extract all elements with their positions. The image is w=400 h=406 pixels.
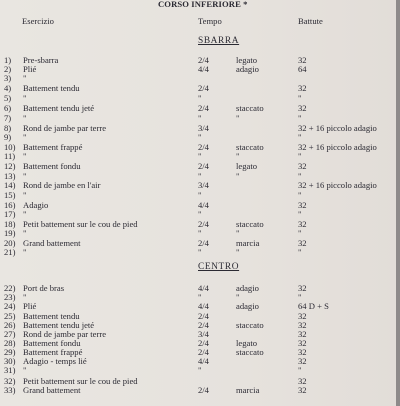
tempo-value: 2/4 [198, 347, 209, 357]
battute-value: 32 [298, 320, 307, 330]
battute-value: " [298, 247, 302, 257]
row-number: 31) [4, 365, 16, 375]
exercise-name: Petit battement sur le cou de pied [23, 376, 138, 386]
battute-value: 32 [298, 311, 307, 321]
tempo-value: 3/4 [198, 123, 209, 133]
battute-value: 32 [298, 329, 307, 339]
row-number: 11) [4, 151, 16, 161]
header-exercise: Esercizio [22, 16, 54, 26]
row-number: 8) [4, 123, 12, 133]
style-value: " [236, 228, 240, 238]
exercise-name: Grand battement [23, 385, 81, 395]
exercise-name: Rond de jambe par terre [23, 123, 107, 133]
exercise-name: Battement fondu [23, 338, 81, 348]
battute-value: " [298, 113, 302, 123]
page-edge [396, 0, 400, 406]
style-value: " [236, 151, 240, 161]
battute-value: 32 [298, 356, 307, 366]
section-title-centro: CENTRO [198, 262, 240, 272]
row-number: 18) [4, 219, 16, 229]
exercise-name: " [23, 113, 27, 123]
exercise-name: Adagio - temps lié [23, 356, 87, 366]
style-value: marcia [236, 385, 260, 395]
row-number: 20) [4, 238, 16, 248]
battute-value: " [298, 132, 302, 142]
battute-value: 32 [298, 238, 307, 248]
row-number: 29) [4, 347, 16, 357]
tempo-value: 2/4 [198, 142, 209, 152]
battute-value: 32 [298, 55, 307, 65]
battute-value: 32 [298, 219, 307, 229]
row-number: 22) [4, 283, 16, 293]
battute-value: 32 [298, 283, 307, 293]
row-number: 7) [4, 113, 12, 123]
style-value: adagio [236, 64, 259, 74]
battute-value: 32 [298, 103, 307, 113]
exercise-name: " [23, 365, 27, 375]
exercise-name: Battement tendu jeté [23, 320, 95, 330]
page-title: CORSO INFERIORE * [158, 0, 248, 9]
battute-value: " [298, 93, 302, 103]
exercise-name: Petit battement sur le cou de pied [23, 219, 138, 229]
exercise-name: Battement tendu [23, 83, 80, 93]
row-number: 33) [4, 385, 16, 395]
exercise-name: " [23, 171, 27, 181]
tempo-value: 4/4 [198, 64, 209, 74]
exercise-name: Port de bras [23, 283, 65, 293]
tempo-value: 2/4 [198, 238, 209, 248]
tempo-value: " [198, 113, 202, 123]
tempo-value: 4/4 [198, 200, 209, 210]
battute-value: 32 [298, 385, 307, 395]
battute-value: " [298, 190, 302, 200]
row-number: 14) [4, 180, 16, 190]
tempo-value: 2/4 [198, 219, 209, 229]
battute-value: 32 [298, 376, 307, 386]
header-battute: Battute [298, 16, 323, 26]
exercise-name: Grand battement [23, 238, 81, 248]
exercise-name: Battement frappé [23, 142, 83, 152]
row-number: 23) [4, 292, 16, 302]
style-value: staccato [236, 142, 264, 152]
exercise-name: Plié [23, 64, 37, 74]
style-value: staccato [236, 320, 264, 330]
style-value: staccato [236, 347, 264, 357]
tempo-value: 4/4 [198, 301, 209, 311]
row-number: 21) [4, 247, 16, 257]
row-number: 19) [4, 228, 16, 238]
tempo-value: 2/4 [198, 320, 209, 330]
tempo-value: 2/4 [198, 385, 209, 395]
row-number: 13) [4, 171, 16, 181]
row-number: 1) [4, 55, 12, 65]
battute-value: 64 [298, 64, 307, 74]
exercise-name: " [23, 93, 27, 103]
tempo-value: 4/4 [198, 356, 209, 366]
tempo-value: " [198, 247, 202, 257]
row-number: 17) [4, 209, 16, 219]
exercise-name: Battement tendu jeté [23, 103, 95, 113]
style-value: legato [236, 161, 257, 171]
battute-value: " [298, 292, 302, 302]
exercise-name: " [23, 151, 27, 161]
row-number: 3) [4, 73, 12, 83]
tempo-value: " [198, 171, 202, 181]
battute-value: 32 + 16 piccolo adagio [298, 180, 377, 190]
tempo-value: 3/4 [198, 329, 209, 339]
battute-value: 32 + 16 piccolo adagio [298, 142, 377, 152]
tempo-value: " [198, 190, 202, 200]
exercise-name: " [23, 292, 27, 302]
battute-value: 32 [298, 338, 307, 348]
row-number: 24) [4, 301, 16, 311]
row-number: 26) [4, 320, 16, 330]
exercise-name: Rond de jambe par terre [23, 329, 107, 339]
tempo-value: 2/4 [198, 55, 209, 65]
tempo-value: 2/4 [198, 161, 209, 171]
battute-value: 32 [298, 83, 307, 93]
exercise-name: " [23, 247, 27, 257]
tempo-value: " [198, 365, 202, 375]
tempo-value: 3/4 [198, 180, 209, 190]
tempo-value: 2/4 [198, 83, 209, 93]
exercise-name: Adagio [23, 200, 49, 210]
row-number: 9) [4, 132, 12, 142]
row-number: 12) [4, 161, 16, 171]
row-number: 15) [4, 190, 16, 200]
row-number: 10) [4, 142, 16, 152]
style-value: adagio [236, 283, 259, 293]
style-value: " [236, 171, 240, 181]
exercise-name: Battement fondu [23, 161, 81, 171]
section-title-sbarra: SBARRA [198, 36, 240, 46]
row-number: 4) [4, 83, 12, 93]
battute-value: 32 [298, 347, 307, 357]
exercise-name: " [23, 209, 27, 219]
tempo-value: 4/4 [198, 283, 209, 293]
tempo-value: " [198, 228, 202, 238]
row-number: 32) [4, 376, 16, 386]
exercise-name: Plié [23, 301, 37, 311]
battute-value: " [298, 228, 302, 238]
tempo-value: " [198, 292, 202, 302]
tempo-value: 2/4 [198, 103, 209, 113]
row-number: 5) [4, 93, 12, 103]
exercise-name: " [23, 228, 27, 238]
exercise-name: Battement frappé [23, 347, 83, 357]
battute-value: 32 [298, 200, 307, 210]
exercise-name: " [23, 190, 27, 200]
tempo-value: " [198, 93, 202, 103]
battute-value: 64 D + S [298, 301, 329, 311]
style-value: adagio [236, 301, 259, 311]
tempo-value: " [198, 209, 202, 219]
style-value: legato [236, 55, 257, 65]
row-number: 2) [4, 64, 12, 74]
tempo-value: " [198, 151, 202, 161]
exercise-name: Battement tendu [23, 311, 80, 321]
row-number: 25) [4, 311, 16, 321]
row-number: 16) [4, 200, 16, 210]
tempo-value: " [198, 132, 202, 142]
exercise-name: Rond de jambe en l'air [23, 180, 101, 190]
style-value: staccato [236, 103, 264, 113]
style-value: marcia [236, 238, 260, 248]
row-number: 28) [4, 338, 16, 348]
style-value: staccato [236, 219, 264, 229]
tempo-value: 2/4 [198, 338, 209, 348]
battute-value: " [298, 151, 302, 161]
battute-value: " [298, 209, 302, 219]
battute-value: 32 [298, 161, 307, 171]
style-value: " [236, 292, 240, 302]
row-number: 27) [4, 329, 16, 339]
exercise-name: Pre-sbarra [23, 55, 59, 65]
battute-value: " [298, 171, 302, 181]
exercise-name: " [23, 132, 27, 142]
style-value: legato [236, 338, 257, 348]
header-tempo: Tempo [198, 16, 222, 26]
style-value: " [236, 113, 240, 123]
row-number: 30) [4, 356, 16, 366]
tempo-value: 2/4 [198, 311, 209, 321]
battute-value: " [298, 365, 302, 375]
style-value: " [236, 247, 240, 257]
row-number: 6) [4, 103, 12, 113]
battute-value: 32 + 16 piccolo adagio [298, 123, 377, 133]
exercise-name: " [23, 73, 27, 83]
